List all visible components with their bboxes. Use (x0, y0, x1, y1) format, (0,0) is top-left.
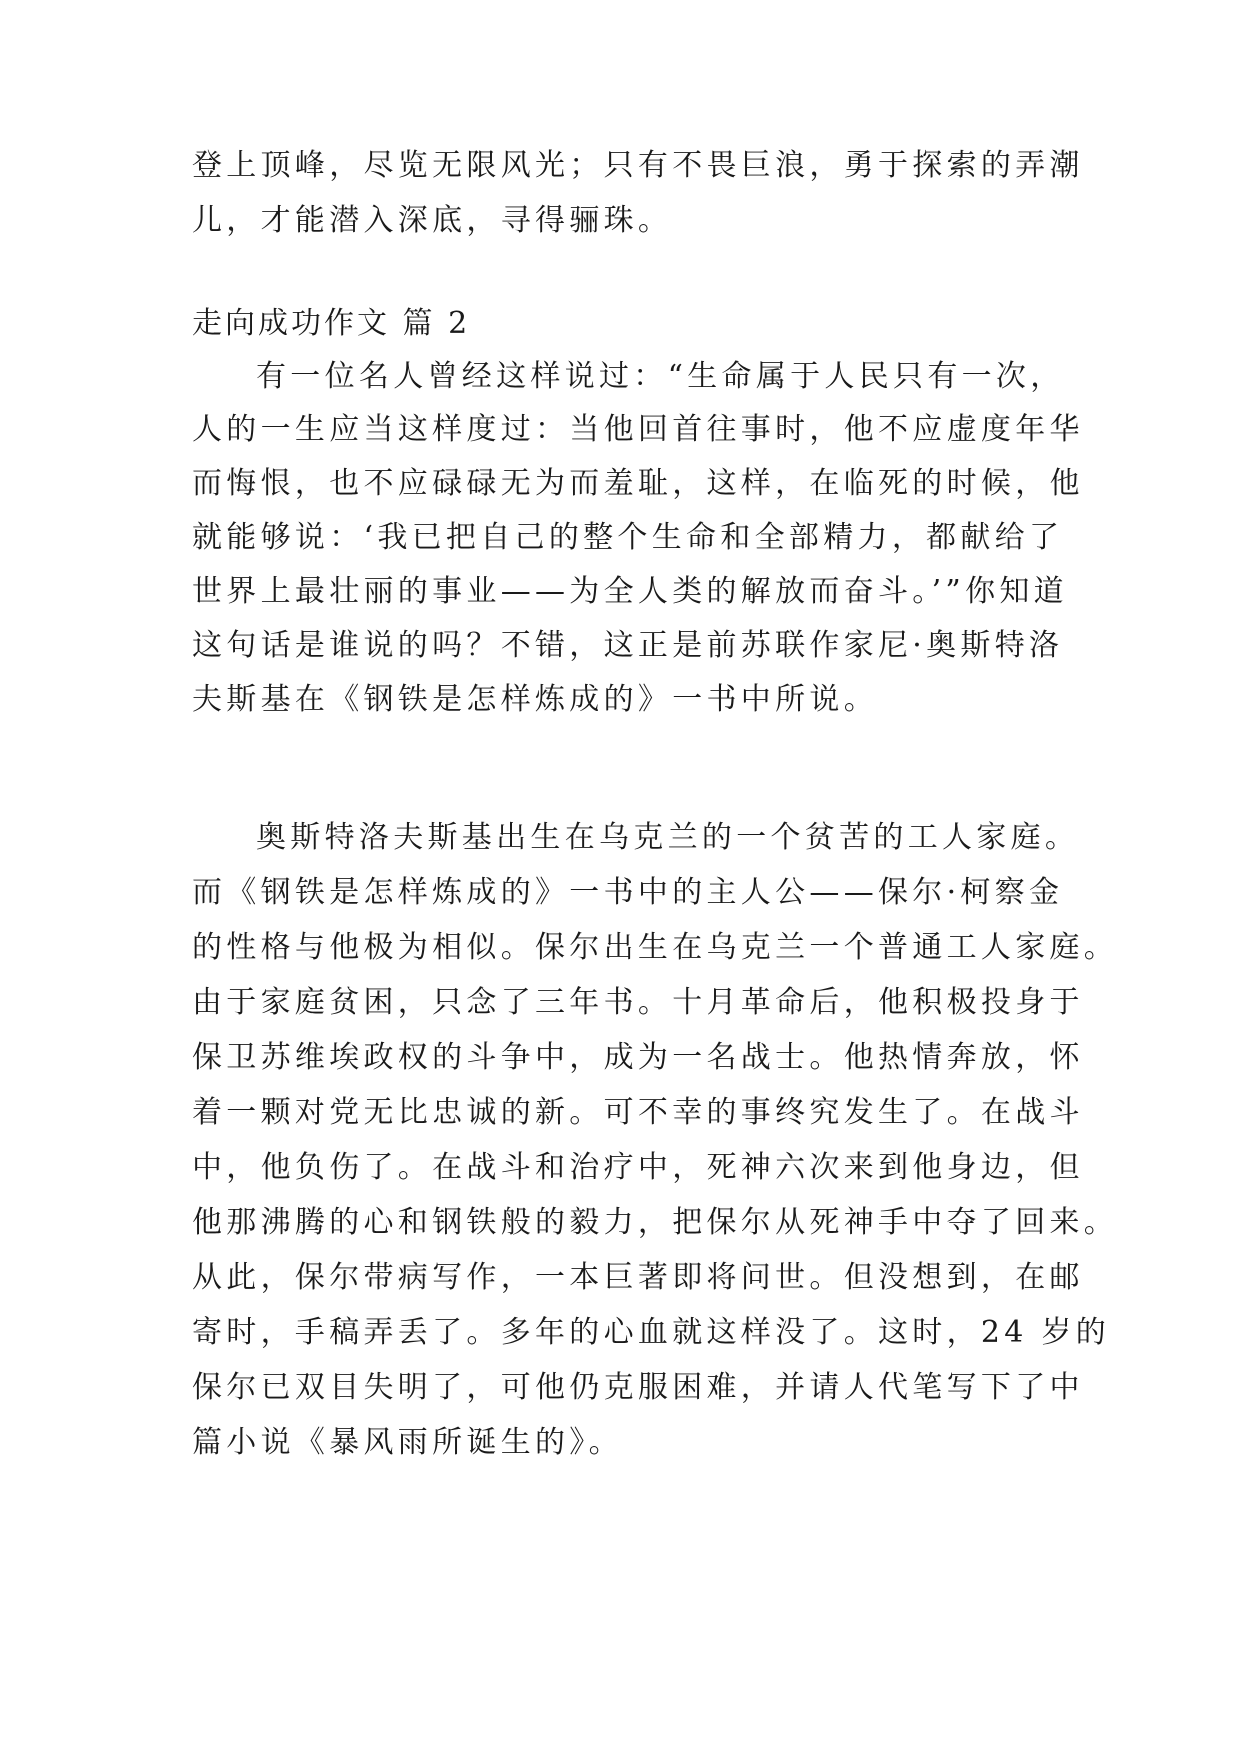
text-line: 就能够说：‘我已把自己的整个生命和全部精力，都献给了 (192, 520, 1064, 555)
text-line: 夫斯基在《钢铁是怎样炼成的》一书中所说。 (192, 682, 878, 717)
text-line: 中，他负伤了。在战斗和治疗中，死神六次来到他身边，但 (192, 1150, 1084, 1185)
text-line: 他那沸腾的心和钢铁般的毅力，把保尔从死神手中夺了回来。 (192, 1205, 1119, 1240)
text-line: 的性格与他极为相似。保尔出生在乌克兰一个普通工人家庭。 (192, 930, 1119, 965)
text-line: 有一位名人曾经这样说过：“生命属于人民只有一次， (256, 359, 1065, 394)
text-line: 保卫苏维埃政权的斗争中，成为一名战士。他热情奔放，怀 (192, 1040, 1084, 1075)
text-line: 儿，才能潜入深底，寻得骊珠。 (192, 203, 673, 238)
text-line: 由于家庭贫困，只念了三年书。十月革命后，他积极投身于 (192, 985, 1084, 1020)
text-line: 而悔恨，也不应碌碌无为而羞耻，这样，在临死的时候，他 (192, 466, 1084, 501)
text-line: 奥斯特洛夫斯基出生在乌克兰的一个贫苦的工人家庭。 (256, 820, 1080, 855)
section-heading: 走向成功作文 篇 2 (192, 306, 471, 341)
text-line: 人的一生应当这样度过：当他回首往事时，他不应虚度年华 (192, 412, 1084, 447)
text-line: 世界上最壮丽的事业——为全人类的解放而奋斗。’”你知道 (192, 574, 1068, 609)
text-line: 而《钢铁是怎样炼成的》一书中的主人公——保尔·柯察金 (192, 875, 1064, 910)
text-line: 从此，保尔带病写作，一本巨著即将问世。但没想到，在邮 (192, 1260, 1084, 1295)
text-line: 篇小说《暴风雨所诞生的》。 (192, 1425, 623, 1460)
text-line: 保尔已双目失明了，可他仍克服困难，并请人代笔写下了中 (192, 1370, 1084, 1405)
text-line: 这句话是谁说的吗？不错，这正是前苏联作家尼·奥斯特洛 (192, 628, 1064, 663)
text-line: 寄时，手稿弄丢了。多年的心血就这样没了。这时，24 岁的 (192, 1315, 1111, 1350)
text-line: 着一颗对党无比忠诚的新。可不幸的事终究发生了。在战斗 (192, 1095, 1084, 1130)
text-line: 登上顶峰，尽览无限风光；只有不畏巨浪，勇于探索的弄潮 (192, 148, 1084, 183)
